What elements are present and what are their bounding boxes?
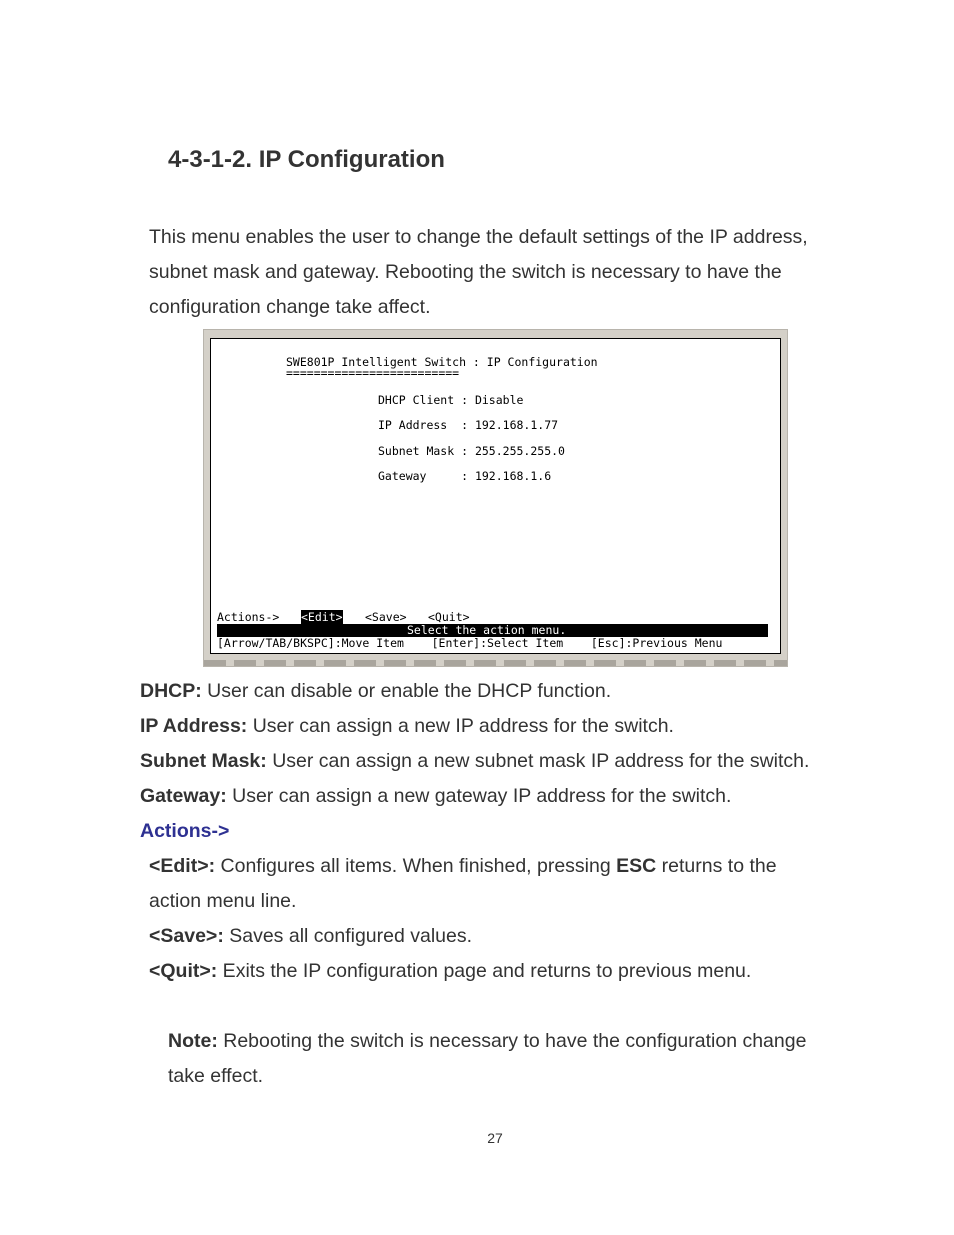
definition: Exits the IP configuration page and returns to previous menu.: [217, 960, 752, 982]
field-separator: :: [454, 418, 475, 432]
definition: User can assign a new subnet mask IP address for the switch.: [266, 750, 810, 772]
field-label: IP Address: [378, 418, 455, 432]
field-separator: :: [454, 393, 475, 407]
note-text: Rebooting the switch is necessary to have the configuration change: [217, 1030, 807, 1052]
field-subnet-mask[interactable]: [378, 444, 565, 458]
note-continued: take effect.: [168, 1065, 264, 1087]
definition: Configures all items. When finished, pressing: [215, 855, 617, 877]
edit-description-continued: action menu line.: [149, 890, 297, 912]
definition: User can disable or enable the DHCP function.: [201, 680, 612, 702]
intro-line: subnet mask and gateway. Rebooting the switch is necessary to have the: [149, 261, 782, 283]
term: Gateway:: [140, 785, 227, 807]
field-label: DHCP Client: [378, 393, 455, 407]
definition: returns to the: [656, 855, 777, 877]
actions-heading: Actions->: [140, 820, 230, 842]
field-dhcp-client[interactable]: [378, 393, 523, 407]
field-separator: :: [454, 469, 475, 483]
quit-action-button[interactable]: <Quit>: [428, 610, 470, 624]
term: Subnet Mask:: [140, 750, 267, 772]
quit-description: [149, 959, 751, 983]
field-label: Gateway: [378, 469, 455, 483]
screenshot-bottom-edge: [204, 660, 787, 666]
help-line: [Arrow/TAB/BKSPC]:Move Item [Enter]:Select Item [Esc]:Previous Menu: [217, 636, 723, 650]
field-value: 255.255.255.0: [474, 444, 565, 458]
field-value: 192.168.1.77: [474, 418, 559, 432]
term: DHCP:: [140, 680, 202, 702]
term: <Edit>:: [149, 855, 216, 877]
gateway-description: [140, 784, 731, 808]
terminal-title-underline: =========================: [286, 366, 460, 380]
terminal-window: [210, 338, 781, 654]
definition: User can assign a new IP address for the switch.: [247, 715, 674, 737]
page-number: 27: [487, 1130, 503, 1146]
intro-line: This menu enables the user to change the default settings of the IP address,: [149, 226, 808, 248]
field-value: Disable: [474, 393, 524, 407]
field-gateway[interactable]: [378, 469, 551, 483]
status-message: Select the action menu.: [407, 623, 567, 637]
field-label: Subnet Mask: [378, 444, 455, 458]
field-value: 192.168.1.6: [474, 469, 552, 483]
esc-key: ESC: [616, 855, 657, 877]
terminal-title: SWE801P Intelligent Switch : IP Configuration: [286, 355, 598, 369]
section-heading: 4-3-1-2. IP Configuration: [168, 146, 445, 173]
save-description: [149, 924, 472, 948]
edit-action-button[interactable]: <Edit>: [301, 610, 343, 624]
actions-label: Actions->: [217, 610, 280, 624]
term: IP Address:: [140, 715, 248, 737]
intro-paragraph: [149, 220, 849, 325]
save-action-button[interactable]: <Save>: [365, 610, 407, 624]
field-separator: :: [454, 444, 475, 458]
definition: User can assign a new gateway IP address for the switch.: [226, 785, 732, 807]
term: <Save>:: [149, 925, 224, 947]
dhcp-description: [140, 679, 611, 703]
note-label: Note:: [168, 1030, 218, 1052]
edit-description: [149, 854, 777, 878]
ip-address-description: [140, 714, 674, 738]
field-ip-address[interactable]: [378, 418, 558, 432]
definition: Saves all configured values.: [223, 925, 473, 947]
note: [168, 1029, 806, 1053]
subnet-mask-description: [140, 749, 809, 773]
term: <Quit>:: [149, 960, 218, 982]
terminal-screenshot: [203, 329, 788, 667]
intro-line: configuration change take affect.: [149, 296, 431, 318]
